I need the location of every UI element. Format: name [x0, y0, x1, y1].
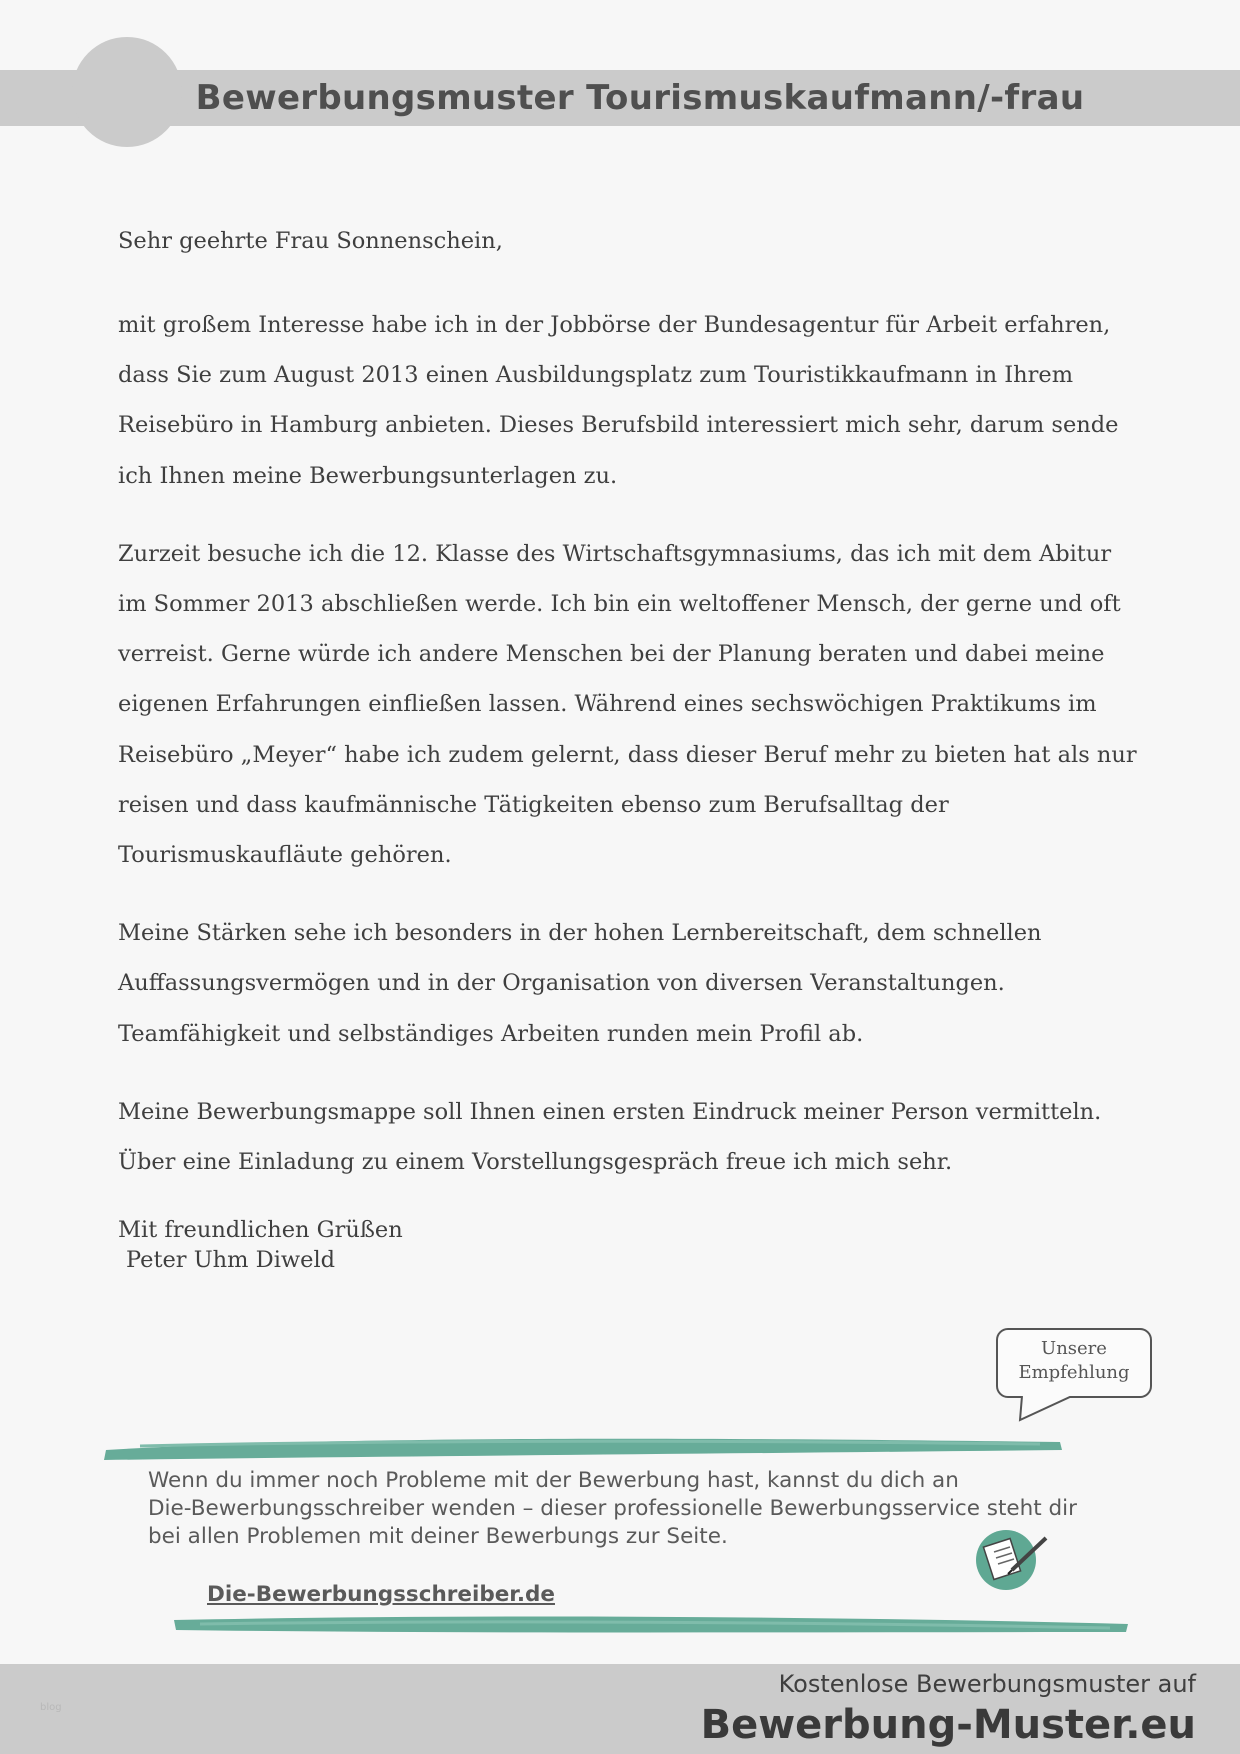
- brush-stroke-bottom: [170, 1610, 1130, 1640]
- footer-site-link[interactable]: Bewerbung-Muster.eu: [700, 1702, 1196, 1748]
- promo-line2: Die-Bewerbungsschreiber wenden – dieser professionelle Bewerbungsservice steht dir: [148, 1496, 1077, 1521]
- bewerbungsschreiber-link[interactable]: Die-Bewerbungsschreiber.de: [207, 1582, 555, 1607]
- letter-paragraph: mit großem Interesse habe ich in der Jobbörse der Bundesagentur für Arbeit erfahren, dass Sie zum August 2013 einen Ausbildungsplatz zum Touristikkaufmann in Ihrem Reisebüro in Hamburg anbieten. Dieses Berufsbild interessiert mich sehr, darum sende ich Ihnen meine Bewerbungsunterlagen zu.: [118, 312, 1119, 489]
- letter-body: [118, 222, 1138, 1275]
- footer-tagline: Kostenlose Bewerbungsmuster auf: [778, 1670, 1196, 1698]
- recommendation-line1: Unsere: [1041, 1338, 1107, 1359]
- page-title: Bewerbungsmuster Tourismuskaufmann/-frau: [195, 78, 1085, 118]
- promo-line3: bei allen Problemen mit deiner Bewerbungs zur Seite.: [148, 1524, 728, 1549]
- document-pen-icon: [972, 1530, 1052, 1590]
- letter-paragraph: Meine Stärken sehe ich besonders in der hohen Lernbereitschaft, dem schnellen Auffassungsvermögen und in der Organisation von diversen Veranstaltungen. Teamfähigkeit und selbständiges Arbeiten runden mein Profil ab.: [118, 920, 1042, 1047]
- recommendation-bubble: [996, 1328, 1152, 1398]
- letter-paragraph: Meine Bewerbungsmappe soll Ihnen einen ersten Eindruck meiner Person vermitteln. Über eine Einladung zu einem Vorstellungsgespräch freue ich mich sehr.: [118, 1098, 1102, 1176]
- signature: Peter Uhm Diweld: [126, 1247, 336, 1274]
- promo-line1: Wenn du immer noch Probleme mit der Bewerbung hast, kannst du dich an: [148, 1468, 959, 1493]
- recommendation-line2: Empfehlung: [1018, 1362, 1130, 1383]
- brush-stroke-top: [100, 1430, 1080, 1464]
- speech-bubble-tail-icon: [1012, 1396, 1082, 1428]
- promo-text: [148, 1467, 1108, 1551]
- letter-paragraph: Zurzeit besuche ich die 12. Klasse des Wirtschaftsgymnasiums, das ich mit dem Abitur im Sommer 2013 abschließen werde. Ich bin ein weltoffener Mensch, der gerne und oft verreist. Gerne würde ich andere Menschen bei der Planung beraten und dabei meine eigenen Erfahrungen einfließen lassen. Während eines sechswöchigen Praktikums im Reisebüro „Meyer“ habe ich zudem gelernt, dass dieser Beruf mehr zu bieten hat als nur reisen und dass kaufmännische Tätigkeiten ebenso zum Berufsalltag der Tourismuskaufläute gehören.: [118, 540, 1137, 869]
- closing: Mit freundlichen Grüßen: [118, 1217, 403, 1244]
- salutation: Sehr geehrte Frau Sonnenschein,: [118, 228, 503, 254]
- footer-faint-text: blog: [40, 1702, 62, 1713]
